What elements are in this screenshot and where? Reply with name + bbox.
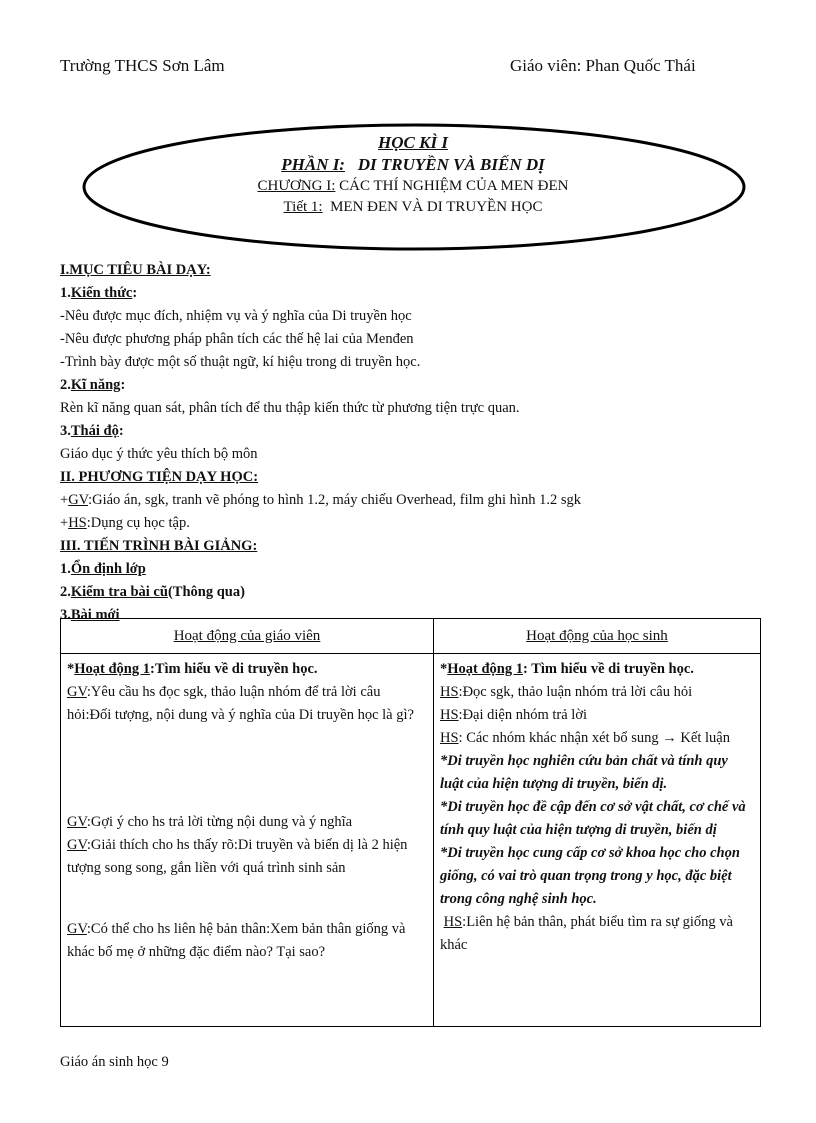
lesson-body	[60, 259, 760, 627]
title-oval	[0, 0, 816, 260]
conclusion-2: *Di truyền học đề cập đến cơ sở vật chất, cơ chế và tính quy luật của hiện tượng di truyền, biến dị	[440, 799, 746, 838]
teacher-step-2: GV:Gợi ý cho hs trả lời từng nội dung và ý nghĩa	[67, 814, 353, 830]
materials-hs: +HS:Dụng cụ học tập.	[60, 515, 190, 531]
student-step-3: HS: Các nhóm khác nhận xét bổ sung → Kết luận	[440, 730, 730, 746]
skills-text: Rèn kĩ năng quan sát, phân tích để thu thập kiến thức từ phương tiện trực quan.	[60, 400, 520, 416]
activity-table	[60, 618, 761, 1027]
teacher-name: Giáo viên: Phan Quốc Thái	[510, 56, 696, 75]
chapter-title: CHƯƠNG I: CÁC THÍ NGHIỆM CỦA MEN ĐEN	[257, 178, 569, 194]
title-block	[80, 132, 746, 218]
student-step-4: HS:Liên hệ bản thân, phát biểu tìm ra sự giống và khác	[440, 914, 733, 953]
teacher-column-header: Hoạt động của giáo viên	[61, 619, 434, 654]
process-step-1: 1.Ổn định lớp	[60, 561, 146, 577]
knowledge-item: -Trình bày được một số thuật ngữ, kí hiệu trong di truyền học.	[60, 354, 421, 370]
objectives-heading: I.MỤC TIÊU BÀI DẠY:	[60, 262, 211, 278]
skills-heading: 2.Kĩ năng:	[60, 377, 126, 393]
school-name: Trường THCS Sơn Lâm	[60, 56, 225, 75]
conclusion-1: *Di truyền học nghiên cứu bản chất và tính quy luật của hiện tượng di truyền, biến dị.	[440, 753, 728, 792]
student-column-header: Hoạt động của học sinh	[434, 619, 761, 654]
materials-gv: +GV:Giáo án, sgk, tranh vẽ phóng to hình 1.2, máy chiếu Overhead, film ghi hình 1.2 sgk	[60, 492, 581, 508]
teacher-step-3: GV:Giải thích cho hs thấy rõ:Di truyền và biến dị là 2 hiện tượng song song, gắn liền với quá trình sinh sản	[67, 837, 408, 876]
student-step-1: HS:Đọc sgk, thảo luận nhóm trả lời câu hỏi	[440, 684, 693, 700]
page-footer: Giáo án sinh học 9	[60, 1054, 169, 1070]
semester-title: HỌC KÌ I	[378, 133, 448, 152]
teacher-step-4: GV:Có thể cho hs liên hệ bản thân:Xem bản thân giống và khác bố mẹ ở những đặc điểm nào? Tại sao?	[67, 921, 406, 960]
conclusion-3: *Di truyền học cung cấp cơ sở khoa học cho chọn giống, có vai trò quan trọng trong y học, đặc biệt trong công nghệ sinh học.	[440, 845, 740, 907]
attitude-heading: 3.Thái độ:	[60, 423, 124, 439]
process-step-3: 3.Bài mới	[60, 607, 120, 623]
knowledge-item: -Nêu được phương pháp phân tích các thế hệ lai của Menđen	[60, 331, 414, 347]
knowledge-heading: 1.Kiến thức:	[60, 285, 138, 301]
student-activities	[434, 654, 761, 1027]
lesson-title: Tiết 1: MEN ĐEN VÀ DI TRUYỀN HỌC	[283, 199, 543, 215]
process-heading: III. TIẾN TRÌNH BÀI GIẢNG:	[60, 538, 258, 554]
student-activity-title: *Hoạt động 1: Tìm hiểu về di truyền học.	[440, 661, 694, 677]
knowledge-item: -Nêu được mục đích, nhiệm vụ và ý nghĩa của Di truyền học	[60, 308, 412, 324]
teacher-activities	[61, 654, 434, 1027]
student-step-2: HS:Đại diện nhóm trả lời	[440, 707, 588, 723]
process-step-2: 2.Kiểm tra bài cũ(Thông qua)	[60, 584, 245, 600]
materials-heading: II. PHƯƠNG TIỆN DẠY HỌC:	[60, 469, 259, 485]
part-title: PHẦN I: DI TRUYỀN VÀ BIẾN DỊ	[281, 155, 545, 174]
teacher-activity-title: *Hoạt động 1:Tìm hiểu về di truyền học.	[67, 661, 318, 677]
teacher-step-1: GV:Yêu cầu hs đọc sgk, thảo luận nhóm để trả lời câu hỏi:Đối tượng, nội dung và ý nghĩa của Di truyền học là gì?	[67, 684, 414, 723]
attitude-text: Giáo dục ý thức yêu thích bộ môn	[60, 446, 258, 462]
